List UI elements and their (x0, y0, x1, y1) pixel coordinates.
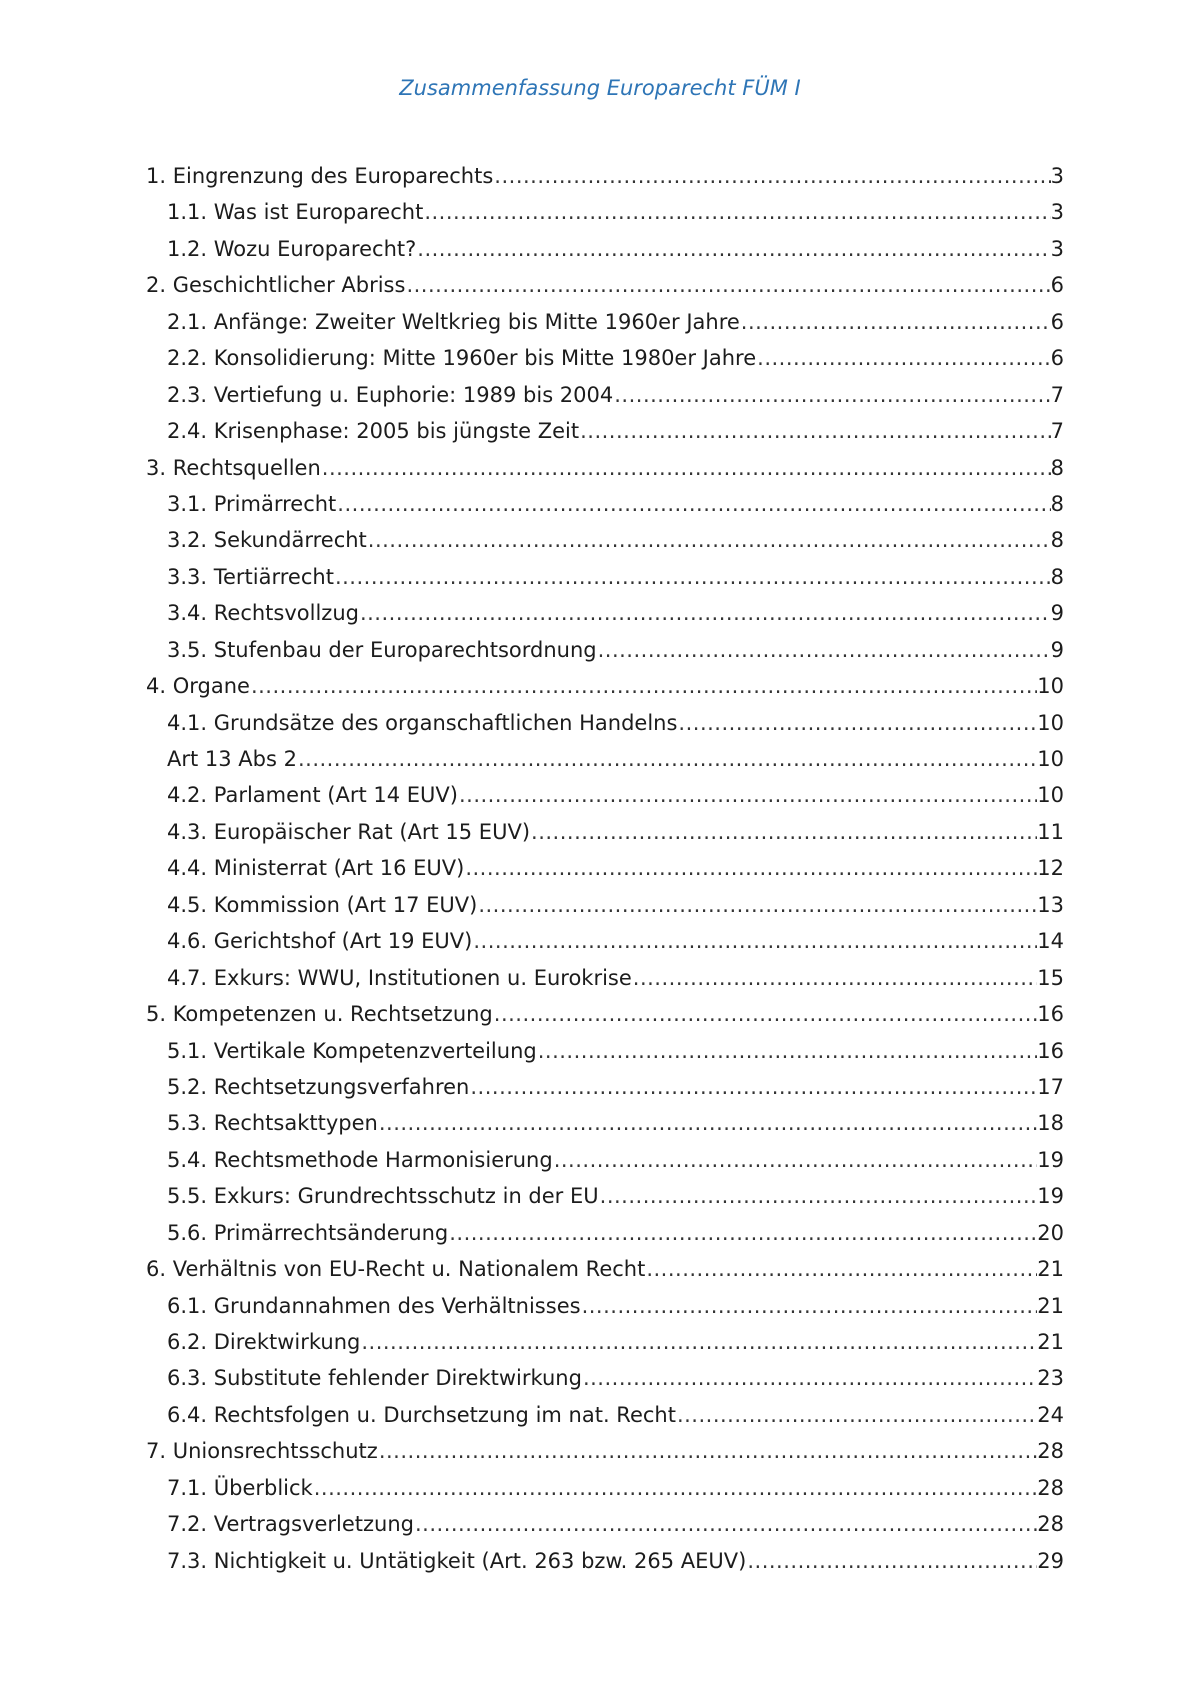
toc-entry-page-number: 9 (1050, 601, 1064, 626)
toc-entry-page-number: 16 (1037, 1002, 1064, 1027)
toc-entry[interactable] (146, 1549, 1064, 1585)
toc-entry-title: 1. Eingrenzung des Europarechts (146, 164, 494, 188)
toc-entry[interactable] (146, 237, 1064, 273)
toc-entry-page-number: 21 (1037, 1293, 1064, 1318)
toc-entry[interactable] (146, 1184, 1064, 1220)
toc-entry-title: 1.2. Wozu Europarecht? (167, 236, 417, 261)
toc-entry[interactable] (146, 893, 1064, 929)
toc-dot-leader (378, 1111, 1037, 1135)
toc-entry[interactable] (146, 1257, 1064, 1293)
toc-entry-page-number: 10 (1037, 747, 1064, 771)
toc-entry[interactable] (146, 1476, 1064, 1512)
toc-dot-leader (334, 565, 1051, 589)
toc-entry-title: 6. Verhältnis von EU-Recht u. Nationalem Recht (146, 1257, 646, 1282)
toc-dot-leader (579, 419, 1051, 443)
page-header-title: Zusammenfassung Europarecht FÜM I (399, 76, 801, 100)
toc-entry[interactable] (146, 820, 1064, 856)
toc-entry-title: 5.3. Rechtsakttypen (167, 1111, 378, 1136)
table-of-contents (146, 164, 1064, 1585)
toc-entry[interactable] (146, 419, 1064, 455)
toc-entry-title: 5.6. Primärrechtsänderung (167, 1220, 449, 1245)
toc-entry-title: 6.2. Direktwirkung (167, 1330, 361, 1354)
toc-dot-leader (740, 310, 1051, 334)
toc-entry-page-number: 19 (1037, 1147, 1064, 1172)
toc-entry[interactable] (146, 674, 1064, 710)
toc-entry[interactable] (146, 346, 1064, 382)
toc-entry-page-number: 20 (1037, 1220, 1064, 1245)
toc-dot-leader (493, 1002, 1037, 1026)
toc-dot-leader (405, 273, 1050, 297)
toc-entry-title: Art 13 Abs 2 (167, 747, 297, 771)
toc-entry-title: 4.2. Parlament (Art 14 EUV) (167, 783, 458, 808)
toc-dot-leader (581, 1294, 1038, 1318)
toc-dot-leader (582, 1366, 1037, 1390)
toc-dot-leader (313, 1476, 1038, 1500)
toc-dot-leader (553, 1148, 1038, 1172)
toc-dot-leader (677, 711, 1037, 735)
toc-entry-title: 3. Rechtsquellen (146, 455, 321, 480)
toc-dot-leader (297, 747, 1037, 771)
toc-entry[interactable] (146, 164, 1064, 200)
toc-dot-leader (378, 1439, 1037, 1463)
toc-dot-leader (423, 200, 1050, 224)
toc-entry-title: 3.5. Stufenbau der Europarechtsordnung (167, 637, 597, 662)
toc-entry[interactable] (146, 638, 1064, 674)
toc-entry[interactable] (146, 565, 1064, 601)
toc-entry-page-number: 6 (1050, 273, 1064, 298)
toc-entry[interactable] (146, 747, 1064, 783)
toc-entry-page-number: 21 (1037, 1257, 1064, 1282)
toc-dot-leader (537, 1039, 1038, 1063)
toc-entry[interactable] (146, 601, 1064, 637)
toc-entry[interactable] (146, 929, 1064, 965)
toc-entry-page-number: 8 (1050, 564, 1064, 589)
toc-dot-leader (336, 492, 1050, 516)
toc-entry-page-number: 6 (1050, 309, 1064, 334)
toc-dot-leader (250, 674, 1037, 698)
toc-entry-title: 5.2. Rechtsetzungsverfahren (167, 1074, 470, 1099)
toc-entry-title: 2. Geschichtlicher Abriss (146, 273, 406, 298)
toc-entry[interactable] (146, 1294, 1064, 1330)
toc-entry-page-number: 17 (1037, 1074, 1064, 1099)
toc-entry-title: 3.3. Tertiärrecht (167, 564, 334, 589)
toc-entry-page-number: 7 (1050, 382, 1064, 407)
toc-entry-page-number: 13 (1037, 892, 1064, 917)
toc-entry[interactable] (146, 966, 1064, 1002)
toc-entry-title: 4.6. Gerichtshof (Art 19 EUV) (167, 929, 473, 954)
toc-dot-leader (746, 1549, 1037, 1573)
toc-entry-title: 2.2. Konsolidierung: Mitte 1960er bis Mitte 1980er Jahre (167, 346, 757, 371)
toc-entry-page-number: 28 (1037, 1475, 1064, 1500)
toc-dot-leader (599, 1184, 1038, 1208)
toc-entry-title: 2.3. Vertiefung u. Euphorie: 1989 bis 2004 (167, 382, 614, 407)
toc-entry-title: 5. Kompetenzen u. Rechtsetzung (146, 1002, 493, 1027)
toc-entry-page-number: 7 (1050, 419, 1064, 444)
toc-dot-leader (458, 783, 1037, 807)
toc-entry-page-number: 16 (1037, 1038, 1064, 1063)
toc-entry-page-number: 10 (1037, 710, 1064, 735)
toc-entry[interactable] (146, 273, 1064, 309)
toc-entry-page-number: 8 (1050, 491, 1064, 516)
toc-dot-leader (416, 237, 1050, 261)
toc-entry-title: 7. Unionsrechtsschutz (146, 1439, 378, 1464)
toc-entry-title: 4.4. Ministerrat (Art 16 EUV) (167, 856, 465, 881)
toc-entry-title: 4.3. Europäischer Rat (Art 15 EUV) (167, 819, 531, 844)
toc-entry[interactable] (146, 528, 1064, 564)
toc-entry[interactable] (146, 310, 1064, 346)
toc-entry-title: 5.4. Rechtsmethode Harmonisierung (167, 1147, 553, 1172)
toc-entry-page-number: 29 (1037, 1548, 1064, 1573)
toc-entry-title: 6.1. Grundannahmen des Verhältnisses (167, 1293, 581, 1318)
toc-entry-title: 2.4. Krisenphase: 2005 bis jüngste Zeit (167, 419, 580, 444)
toc-dot-leader (645, 1257, 1037, 1281)
toc-entry-page-number: 10 (1037, 674, 1064, 699)
toc-dot-leader (360, 1330, 1037, 1354)
toc-dot-leader (613, 383, 1050, 407)
toc-dot-leader (530, 820, 1037, 844)
toc-entry-title: 3.4. Rechtsvollzug (167, 601, 359, 626)
toc-dot-leader (472, 929, 1037, 953)
toc-dot-leader (321, 456, 1051, 480)
toc-entry[interactable] (146, 1330, 1064, 1366)
toc-entry[interactable] (146, 1439, 1064, 1475)
toc-dot-leader (367, 528, 1051, 552)
toc-entry-title: 4.1. Grundsätze des organschaftlichen Handelns (167, 710, 678, 735)
toc-entry-title: 5.5. Exkurs: Grundrechtsschutz in der EU (167, 1184, 599, 1209)
toc-entry-title: 1.1. Was ist Europarecht (167, 200, 424, 225)
toc-dot-leader (469, 1075, 1037, 1099)
toc-entry-title: 6.3. Substitute fehlender Direktwirkung (167, 1366, 582, 1391)
toc-entry-page-number: 24 (1037, 1402, 1064, 1427)
toc-entry[interactable] (146, 711, 1064, 747)
toc-entry-page-number: 28 (1037, 1439, 1064, 1464)
toc-entry-title: 2.1. Anfänge: Zweiter Weltkrieg bis Mitte 1960er Jahre (167, 309, 740, 334)
toc-entry-page-number: 10 (1037, 783, 1064, 808)
toc-entry[interactable] (146, 856, 1064, 892)
toc-dot-leader (448, 1221, 1037, 1245)
toc-entry[interactable] (146, 383, 1064, 419)
toc-dot-leader (597, 638, 1051, 662)
toc-entry-page-number: 3 (1050, 236, 1064, 261)
toc-entry-page-number: 3 (1050, 200, 1064, 225)
toc-entry-page-number: 8 (1050, 455, 1064, 480)
toc-entry-title: 7.1. Überblick (167, 1475, 313, 1500)
toc-entry[interactable] (146, 1366, 1064, 1402)
toc-entry-page-number: 23 (1037, 1366, 1064, 1391)
toc-dot-leader (632, 966, 1037, 990)
toc-entry[interactable] (146, 1075, 1064, 1111)
toc-entry[interactable] (146, 492, 1064, 528)
toc-entry[interactable] (146, 783, 1064, 819)
toc-dot-leader (676, 1403, 1037, 1427)
toc-entry-page-number: 12 (1037, 856, 1064, 881)
toc-entry-title: 4.5. Kommission (Art 17 EUV) (167, 892, 478, 917)
toc-entry-title: 4. Organe (146, 674, 250, 699)
toc-entry-page-number: 15 (1037, 965, 1064, 990)
toc-entry-title: 7.2. Vertragsverletzung (167, 1512, 414, 1537)
toc-entry[interactable] (146, 456, 1064, 492)
toc-entry[interactable] (146, 1221, 1064, 1257)
toc-entry[interactable] (146, 1512, 1064, 1548)
toc-entry[interactable] (146, 200, 1064, 236)
toc-entry-page-number: 14 (1037, 929, 1064, 954)
toc-entry-title: 3.2. Sekundärrecht (167, 528, 367, 553)
toc-entry-page-number: 3 (1050, 164, 1064, 188)
toc-entry-title: 7.3. Nichtigkeit u. Untätigkeit (Art. 263 bzw. 265 AEUV) (167, 1548, 747, 1573)
toc-entry-page-number: 28 (1037, 1512, 1064, 1537)
toc-dot-leader (756, 346, 1050, 370)
toc-dot-leader (414, 1512, 1037, 1536)
toc-dot-leader (493, 164, 1050, 188)
toc-entry-page-number: 18 (1037, 1111, 1064, 1136)
toc-entry[interactable] (146, 1148, 1064, 1184)
toc-entry-title: 6.4. Rechtsfolgen u. Durchsetzung im nat. Recht (167, 1402, 676, 1427)
toc-entry-page-number: 19 (1037, 1184, 1064, 1209)
toc-dot-leader (477, 893, 1037, 917)
toc-entry-page-number: 21 (1037, 1330, 1064, 1354)
toc-entry[interactable] (146, 1002, 1064, 1038)
toc-entry[interactable] (146, 1403, 1064, 1439)
toc-entry-page-number: 11 (1037, 819, 1064, 844)
toc-entry-title: 3.1. Primärrecht (167, 491, 337, 516)
toc-dot-leader (359, 601, 1051, 625)
toc-entry-title: 5.1. Vertikale Kompetenzverteilung (167, 1038, 537, 1063)
toc-dot-leader (464, 856, 1037, 880)
toc-entry-title: 4.7. Exkurs: WWU, Institutionen u. Eurokrise (167, 965, 632, 990)
toc-entry-page-number: 9 (1050, 637, 1064, 662)
toc-entry[interactable] (146, 1039, 1064, 1075)
toc-entry-page-number: 6 (1050, 346, 1064, 371)
toc-entry-page-number: 8 (1050, 528, 1064, 553)
toc-entry[interactable] (146, 1111, 1064, 1147)
